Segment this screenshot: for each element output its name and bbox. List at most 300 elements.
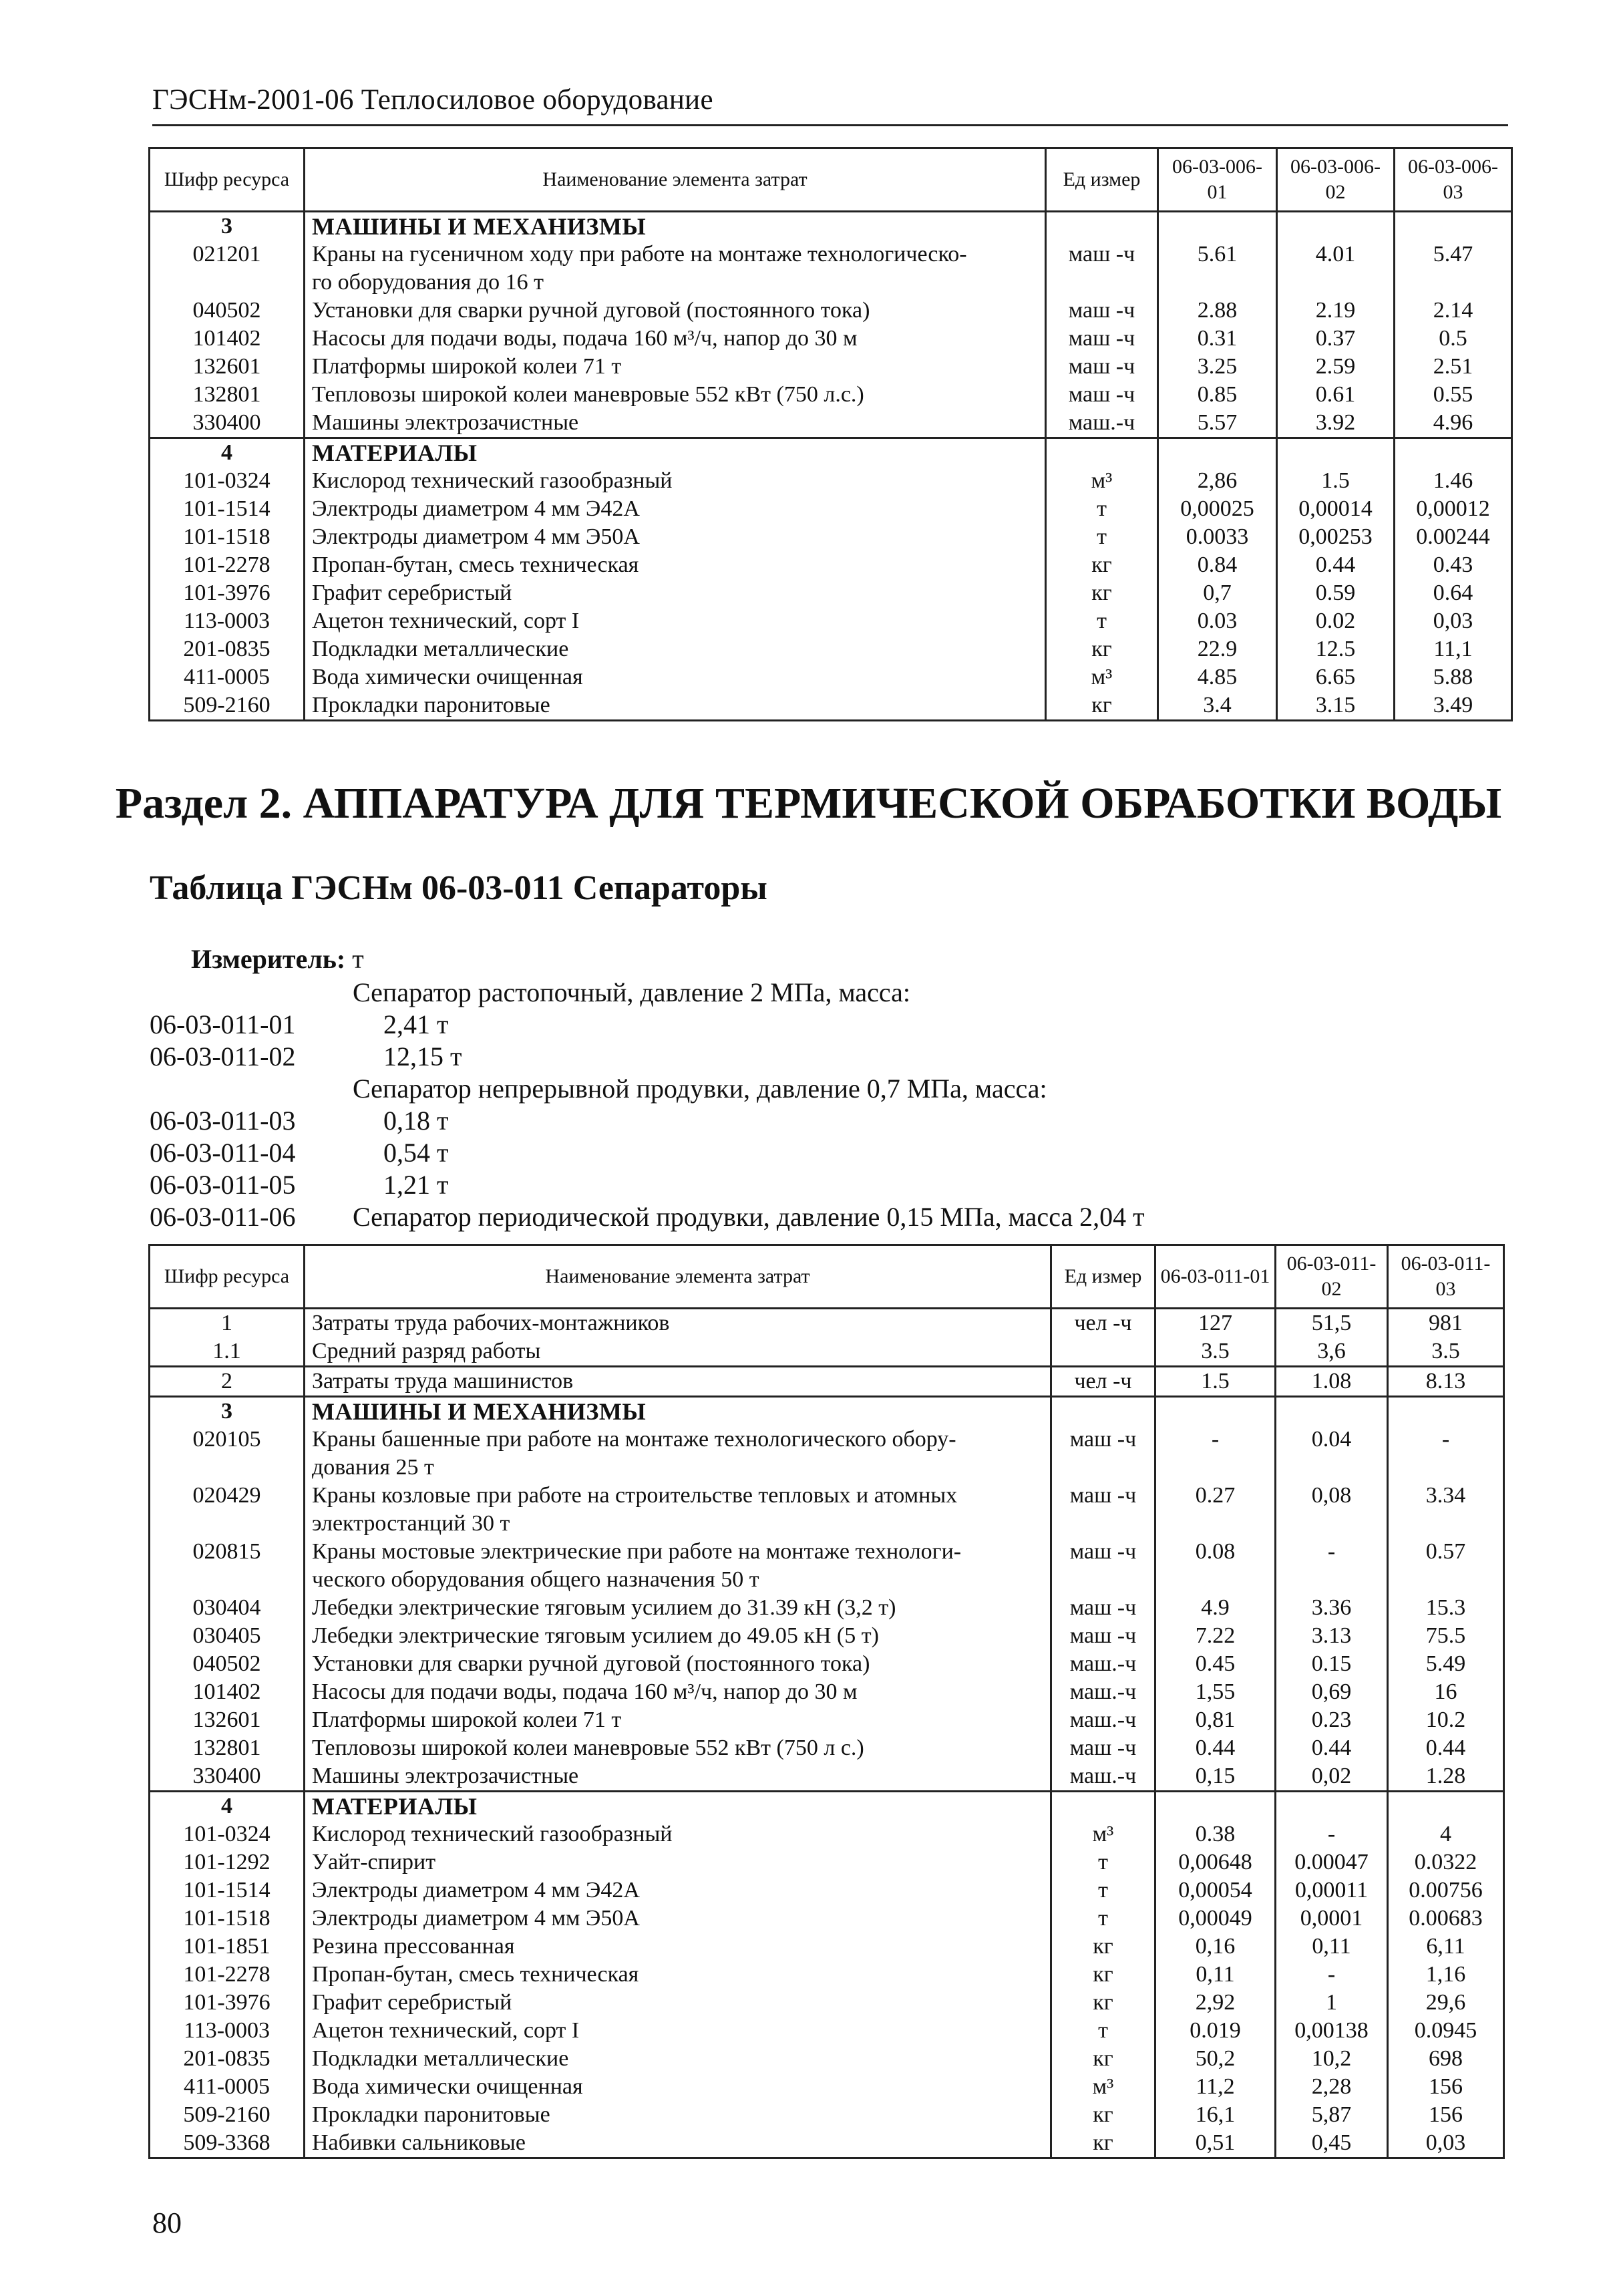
row-code-cell: 101-2278 (150, 551, 305, 579)
row-value-1-cell: 22.9 (1158, 635, 1277, 663)
row-name-cell: Электроды диаметром 4 мм Э50А (305, 523, 1046, 551)
row-value-2-cell (1277, 269, 1395, 297)
table-row (150, 1510, 1504, 1538)
row-unit-cell: маш.-ч (1051, 1762, 1155, 1792)
row-name-cell: Пропан-бутан, смесь техническая (305, 551, 1046, 579)
row-value-3-cell: 0.00683 (1388, 1905, 1504, 1933)
row-value-3-cell: 0.44 (1388, 1734, 1504, 1762)
row-code-cell: 021201 (150, 240, 305, 269)
row-value-3-cell: 5.49 (1388, 1650, 1504, 1678)
row-name-cell: Насосы для подачи воды, подача 160 м³/ч, напор до 30 м (305, 1678, 1051, 1706)
table-row (150, 523, 1512, 551)
row-value-2-cell: 0.23 (1276, 1706, 1388, 1734)
row-value-3-cell: 75.5 (1388, 1622, 1504, 1650)
row-unit-cell: т (1046, 495, 1158, 523)
row-value-3-cell: 0.0945 (1388, 2017, 1504, 2045)
row-value-1-cell: 1,55 (1155, 1678, 1276, 1706)
row-code-cell: 411-0005 (150, 2073, 305, 2101)
row-value-2-cell (1276, 1397, 1388, 1426)
table-row (150, 551, 1512, 579)
row-value-2-cell: 0.00047 (1276, 1848, 1388, 1876)
row-code-cell: 2 (150, 1367, 305, 1397)
table-row (150, 1876, 1504, 1905)
row-value-2-cell: 0,0001 (1276, 1905, 1388, 1933)
table-row (150, 691, 1512, 721)
row-value-1-cell: 127 (1155, 1309, 1276, 1338)
row-value-1-cell: 0.08 (1155, 1538, 1276, 1566)
row-value-3-cell: 4 (1388, 1820, 1504, 1848)
row-code-cell: 101-3976 (150, 1989, 305, 2017)
row-value-3-cell: 0.43 (1395, 551, 1512, 579)
row-value-3-cell: 0,00012 (1395, 495, 1512, 523)
row-value-2-cell: 12.5 (1277, 635, 1395, 663)
row-value-2-cell: - (1276, 1538, 1388, 1566)
row-name-cell: Лебедки электрические тяговым усилием до 49.05 кН (5 т) (305, 1622, 1051, 1650)
row-name-cell: ческого оборудования общего назначения 50 т (305, 1566, 1051, 1594)
row-value-1-cell: 3.25 (1158, 353, 1277, 381)
row-value-1-cell: 0.0033 (1158, 523, 1277, 551)
row-value-1-cell: 0.03 (1158, 607, 1277, 635)
row-value-2-cell (1276, 1792, 1388, 1821)
row-value-1-cell: 2,86 (1158, 467, 1277, 495)
row-code-cell: 040502 (150, 297, 305, 325)
row-code-cell: 3 (150, 212, 305, 241)
row-name-cell: Уайт-спирит (305, 1848, 1051, 1876)
row-value-1-cell: 2,92 (1155, 1989, 1276, 2017)
row-unit-cell: маш -ч (1046, 353, 1158, 381)
row-code-cell: 1.1 (150, 1337, 305, 1367)
row-code-cell: 101-1292 (150, 1848, 305, 1876)
row-value-3-cell: 0.00244 (1395, 523, 1512, 551)
row-code-cell: 201-0835 (150, 635, 305, 663)
row-value-2-cell: 0,00253 (1277, 523, 1395, 551)
row-value-2-cell: 0,08 (1276, 1482, 1388, 1510)
row-value-3-cell: 0.00756 (1388, 1876, 1504, 1905)
row-name-cell: МАШИНЫ И МЕХАНИЗМЫ (305, 1397, 1051, 1426)
row-unit-cell: маш -ч (1051, 1482, 1155, 1510)
table-row (150, 2017, 1504, 2045)
row-value-3-cell (1395, 212, 1512, 241)
row-name-cell: Тепловозы широкой колеи маневровые 552 кВт (750 л с.) (305, 1734, 1051, 1762)
table-header-row (150, 148, 1512, 212)
row-value-1-cell: 0,16 (1155, 1933, 1276, 1961)
row-value-3-cell: 0.0322 (1388, 1848, 1504, 1876)
row-value-3-cell (1388, 1566, 1504, 1594)
row-unit-cell: маш -ч (1046, 381, 1158, 409)
row-value-3-cell: 6,11 (1388, 1933, 1504, 1961)
norm-group-heading: Сепаратор непрерывной продувки, давление 0,7 МПа, масса: (353, 1074, 1047, 1104)
row-code-cell: 509-3368 (150, 2129, 305, 2158)
norm-mass: 0,54 т (383, 1138, 449, 1168)
column-header-unit: Ед измер (1051, 1245, 1155, 1309)
row-value-3-cell: 2.14 (1395, 297, 1512, 325)
page-number: 80 (152, 2206, 182, 2239)
norm-code: 06-03-011-01 (150, 1009, 296, 1039)
row-value-1-cell: 0.27 (1155, 1482, 1276, 1510)
row-value-1-cell (1155, 1510, 1276, 1538)
row-code-cell: 113-0003 (150, 2017, 305, 2045)
norm-mass: 1,21 т (383, 1170, 449, 1200)
row-value-1-cell: 0,00648 (1155, 1848, 1276, 1876)
row-value-1-cell (1155, 1792, 1276, 1821)
row-value-2-cell: 4.01 (1277, 240, 1395, 269)
row-value-3-cell: 1.46 (1395, 467, 1512, 495)
row-name-cell: Лебедки электрические тяговым усилием до 31.39 кН (3,2 т) (305, 1594, 1051, 1622)
row-value-3-cell: 5.47 (1395, 240, 1512, 269)
column-header-name: Наименование элемента затрат (305, 1245, 1051, 1309)
row-unit-cell (1051, 1566, 1155, 1594)
column-header-name: Наименование элемента затрат (305, 148, 1046, 212)
row-name-cell: электростанций 30 т (305, 1510, 1051, 1538)
row-code-cell: 1 (150, 1309, 305, 1338)
row-name-cell: Кислород технический газообразный (305, 1820, 1051, 1848)
table-row (150, 1538, 1504, 1566)
row-name-cell: Электроды диаметром 4 мм Э50А (305, 1905, 1051, 1933)
table-row (150, 1933, 1504, 1961)
row-value-1-cell: 50,2 (1155, 2045, 1276, 2073)
row-value-3-cell: 2.51 (1395, 353, 1512, 381)
row-unit-cell: маш -ч (1051, 1426, 1155, 1454)
norm-group-heading: Сепаратор растопочный, давление 2 МПа, масса: (353, 977, 910, 1007)
table-row (150, 1678, 1504, 1706)
row-name-cell: МАТЕРИАЛЫ (305, 438, 1046, 468)
row-value-1-cell: 0.45 (1155, 1650, 1276, 1678)
row-unit-cell: кг (1051, 2045, 1155, 2073)
table-row (150, 1706, 1504, 1734)
row-code-cell: 509-2160 (150, 2101, 305, 2129)
row-value-1-cell: 0.31 (1158, 325, 1277, 353)
row-value-2-cell: 0,11 (1276, 1933, 1388, 1961)
table-row (150, 1426, 1504, 1454)
row-value-2-cell: 0.37 (1277, 325, 1395, 353)
table-row (150, 1337, 1504, 1367)
column-header-code: Шифр ресурса (150, 148, 305, 212)
row-value-2-cell: 2,28 (1276, 2073, 1388, 2101)
row-value-2-cell: 0,00014 (1277, 495, 1395, 523)
row-value-1-cell: 0,00025 (1158, 495, 1277, 523)
column-header-norm-3: 06-03-011-03 (1388, 1245, 1504, 1309)
row-value-1-cell: 1.5 (1155, 1367, 1276, 1397)
table-row (150, 2045, 1504, 2073)
row-value-3-cell: 981 (1388, 1309, 1504, 1338)
row-unit-cell: м³ (1051, 1820, 1155, 1848)
row-name-cell: Установки для сварки ручной дуговой (постоянного тока) (305, 1650, 1051, 1678)
row-unit-cell: кг (1046, 551, 1158, 579)
column-header-norm-3: 06-03-006-03 (1395, 148, 1512, 212)
row-value-2-cell: 5,87 (1276, 2101, 1388, 2129)
row-value-2-cell: 3.92 (1277, 409, 1395, 438)
row-unit-cell: маш -ч (1046, 297, 1158, 325)
column-header-norm-1: 06-03-006-01 (1158, 148, 1277, 212)
row-value-3-cell (1388, 1510, 1504, 1538)
row-name-cell: Платформы широкой колеи 71 т (305, 353, 1046, 381)
row-unit-cell: маш -ч (1046, 325, 1158, 353)
row-value-3-cell (1388, 1454, 1504, 1482)
row-name-cell: Средний разряд работы (305, 1337, 1051, 1367)
row-name-cell: Краны козловые при работе на строительстве тепловых и атомных (305, 1482, 1051, 1510)
row-code-cell: 132601 (150, 1706, 305, 1734)
row-code-cell: 040502 (150, 1650, 305, 1678)
row-unit-cell: кг (1051, 2129, 1155, 2158)
row-code-cell: 101-3976 (150, 579, 305, 607)
row-value-3-cell: 3.5 (1388, 1337, 1504, 1367)
row-name-cell: Графит серебристый (305, 1989, 1051, 2017)
row-value-1-cell (1158, 212, 1277, 241)
row-unit-cell: кг (1046, 579, 1158, 607)
row-value-2-cell: 0.44 (1276, 1734, 1388, 1762)
row-value-1-cell: 2.88 (1158, 297, 1277, 325)
table-row (150, 1650, 1504, 1678)
column-header-unit: Ед измер (1046, 148, 1158, 212)
row-unit-cell: т (1046, 523, 1158, 551)
table-row (150, 635, 1512, 663)
row-name-cell: Насосы для подачи воды, подача 160 м³/ч, напор до 30 м (305, 325, 1046, 353)
table-row (150, 409, 1512, 438)
table-title: Таблица ГЭСНм 06-03-011 Сепараторы (150, 869, 767, 907)
table-row (150, 495, 1512, 523)
row-unit-cell: м³ (1046, 663, 1158, 691)
row-code-cell (150, 1454, 305, 1482)
row-unit-cell: маш.-ч (1051, 1678, 1155, 1706)
row-unit-cell: маш -ч (1051, 1622, 1155, 1650)
column-header-norm-2: 06-03-006-02 (1277, 148, 1395, 212)
row-value-1-cell (1158, 438, 1277, 468)
row-value-3-cell: 3.49 (1395, 691, 1512, 721)
row-value-3-cell (1395, 438, 1512, 468)
row-value-2-cell: 0,69 (1276, 1678, 1388, 1706)
row-value-1-cell: 0,00054 (1155, 1876, 1276, 1905)
row-value-2-cell: 3.36 (1276, 1594, 1388, 1622)
table-row (150, 2073, 1504, 2101)
row-unit-cell (1051, 1510, 1155, 1538)
row-value-2-cell: 0.59 (1277, 579, 1395, 607)
row-value-3-cell: 29,6 (1388, 1989, 1504, 2017)
row-value-3-cell: 16 (1388, 1678, 1504, 1706)
row-value-3-cell (1395, 269, 1512, 297)
row-unit-cell: т (1046, 607, 1158, 635)
row-unit-cell: маш -ч (1051, 1538, 1155, 1566)
table-row (150, 1594, 1504, 1622)
row-code-cell: 101-0324 (150, 467, 305, 495)
row-name-cell: МАШИНЫ И МЕХАНИЗМЫ (305, 212, 1046, 241)
row-name-cell: Краны башенные при работе на монтаже технологического обору- (305, 1426, 1051, 1454)
resource-table-06-03-006 (148, 147, 1513, 721)
row-name-cell: Кислород технический газообразный (305, 467, 1046, 495)
table-row (150, 1961, 1504, 1989)
row-name-cell: Машины электрозачистные (305, 409, 1046, 438)
resource-table-06-03-011 (148, 1244, 1505, 2159)
meter-label: Измеритель: (191, 944, 346, 974)
row-value-1-cell: 5.57 (1158, 409, 1277, 438)
row-code-cell: 020429 (150, 1482, 305, 1510)
row-value-3-cell: 10.2 (1388, 1706, 1504, 1734)
row-value-1-cell (1155, 1397, 1276, 1426)
row-unit-cell: т (1051, 1848, 1155, 1876)
table-row (150, 607, 1512, 635)
row-unit-cell (1046, 269, 1158, 297)
running-head: ГЭСНм-2001-06 Теплосиловое оборудование (152, 84, 713, 116)
row-name-cell: Подкладки металлические (305, 635, 1046, 663)
row-name-cell: Затраты труда машинистов (305, 1367, 1051, 1397)
row-unit-cell (1051, 1397, 1155, 1426)
column-header-norm-2: 06-03-011-02 (1276, 1245, 1388, 1309)
row-name-cell: Резина прессованная (305, 1933, 1051, 1961)
row-value-2-cell (1277, 438, 1395, 468)
table-row (150, 297, 1512, 325)
row-code-cell: 4 (150, 1792, 305, 1821)
row-name-cell: Вода химически очищенная (305, 663, 1046, 691)
row-value-3-cell: 4.96 (1395, 409, 1512, 438)
row-name-cell: Прокладки паронитовые (305, 2101, 1051, 2129)
row-unit-cell: м³ (1046, 467, 1158, 495)
table-row (150, 1762, 1504, 1792)
row-unit-cell: чел -ч (1051, 1309, 1155, 1338)
row-value-2-cell (1276, 1454, 1388, 1482)
row-value-2-cell: 10,2 (1276, 2045, 1388, 2073)
table-row (150, 1905, 1504, 1933)
row-value-2-cell: 0,00011 (1276, 1876, 1388, 1905)
row-value-2-cell: 0.04 (1276, 1426, 1388, 1454)
row-unit-cell (1046, 438, 1158, 468)
row-value-3-cell: 0.64 (1395, 579, 1512, 607)
row-name-cell: Затраты труда рабочих-монтажников (305, 1309, 1051, 1338)
row-value-2-cell (1276, 1566, 1388, 1594)
row-value-2-cell (1277, 212, 1395, 241)
row-value-2-cell: 3.15 (1277, 691, 1395, 721)
row-value-2-cell: 51,5 (1276, 1309, 1388, 1338)
table-row (150, 353, 1512, 381)
row-unit-cell: кг (1051, 2101, 1155, 2129)
row-value-3-cell (1388, 1792, 1504, 1821)
row-unit-cell: т (1051, 1876, 1155, 1905)
row-value-3-cell: 15.3 (1388, 1594, 1504, 1622)
row-value-2-cell: 1 (1276, 1989, 1388, 2017)
row-value-1-cell: 0,7 (1158, 579, 1277, 607)
row-value-3-cell: 0,03 (1395, 607, 1512, 635)
row-value-3-cell: 156 (1388, 2073, 1504, 2101)
norm-code: 06-03-011-05 (150, 1170, 296, 1200)
norm-mass: 2,41 т (383, 1009, 449, 1039)
row-value-3-cell: 1.28 (1388, 1762, 1504, 1792)
row-value-1-cell: 0.44 (1155, 1734, 1276, 1762)
row-name-cell: МАТЕРИАЛЫ (305, 1792, 1051, 1821)
row-value-2-cell: - (1276, 1820, 1388, 1848)
table-header-row (150, 1245, 1504, 1309)
row-value-2-cell: 6.65 (1277, 663, 1395, 691)
row-code-cell: 030405 (150, 1622, 305, 1650)
row-name-cell: Тепловозы широкой колеи маневровые 552 кВт (750 л.с.) (305, 381, 1046, 409)
row-value-1-cell: 11,2 (1155, 2073, 1276, 2101)
row-value-1-cell: 7.22 (1155, 1622, 1276, 1650)
section-row (150, 1792, 1504, 1821)
row-code-cell: 101-1851 (150, 1933, 305, 1961)
row-unit-cell: кг (1046, 635, 1158, 663)
row-value-1-cell (1158, 269, 1277, 297)
row-value-3-cell: 156 (1388, 2101, 1504, 2129)
row-value-1-cell: 4.85 (1158, 663, 1277, 691)
row-name-cell: Графит серебристый (305, 579, 1046, 607)
table-row (150, 269, 1512, 297)
row-unit-cell (1051, 1454, 1155, 1482)
row-value-2-cell: 0.15 (1276, 1650, 1388, 1678)
row-unit-cell: т (1051, 2017, 1155, 2045)
table-row (150, 663, 1512, 691)
row-value-2-cell: 0,45 (1276, 2129, 1388, 2158)
row-unit-cell (1046, 212, 1158, 241)
row-code-cell: 201-0835 (150, 2045, 305, 2073)
row-value-1-cell: 0,51 (1155, 2129, 1276, 2158)
row-value-1-cell: 0,15 (1155, 1762, 1276, 1792)
row-code-cell: 101-1514 (150, 1876, 305, 1905)
section-row (150, 438, 1512, 468)
row-value-2-cell: 0,00138 (1276, 2017, 1388, 2045)
row-code-cell: 101-0324 (150, 1820, 305, 1848)
table-row (150, 1566, 1504, 1594)
row-code-cell (150, 269, 305, 297)
row-value-3-cell: 698 (1388, 2045, 1504, 2073)
row-code-cell: 509-2160 (150, 691, 305, 721)
row-value-1-cell: 3.4 (1158, 691, 1277, 721)
row-value-2-cell: - (1276, 1961, 1388, 1989)
table-row (150, 1820, 1504, 1848)
row-value-2-cell: 3,6 (1276, 1337, 1388, 1367)
norm-code: 06-03-011-06 (150, 1202, 296, 1232)
table-row (150, 1367, 1504, 1397)
row-value-1-cell: 4.9 (1155, 1594, 1276, 1622)
row-unit-cell: маш -ч (1051, 1734, 1155, 1762)
column-header-norm-1: 06-03-011-01 (1155, 1245, 1276, 1309)
row-value-3-cell (1388, 1397, 1504, 1426)
table-row (150, 1848, 1504, 1876)
norm-code: 06-03-011-02 (150, 1041, 296, 1072)
row-value-3-cell: 11,1 (1395, 635, 1512, 663)
row-code-cell: 101-2278 (150, 1961, 305, 1989)
table-row (150, 1309, 1504, 1338)
row-value-3-cell: 0.5 (1395, 325, 1512, 353)
row-code-cell: 132801 (150, 1734, 305, 1762)
row-code-cell: 101-1518 (150, 1905, 305, 1933)
row-name-cell: Пропан-бутан, смесь техническая (305, 1961, 1051, 1989)
row-code-cell (150, 1510, 305, 1538)
row-code-cell: 132801 (150, 381, 305, 409)
row-name-cell: Краны на гусеничном ходу при работе на монтаже технологическо- (305, 240, 1046, 269)
row-unit-cell: маш -ч (1051, 1594, 1155, 1622)
row-value-3-cell: 0,03 (1388, 2129, 1504, 2158)
row-name-cell: го оборудования до 16 т (305, 269, 1046, 297)
norm-code: 06-03-011-03 (150, 1106, 296, 1136)
row-unit-cell: кг (1051, 1989, 1155, 2017)
row-value-2-cell: 0.44 (1277, 551, 1395, 579)
row-value-1-cell: 0.38 (1155, 1820, 1276, 1848)
row-value-1-cell: 0,11 (1155, 1961, 1276, 1989)
table-row (150, 1454, 1504, 1482)
table-row (150, 2129, 1504, 2158)
row-value-1-cell: 0,81 (1155, 1706, 1276, 1734)
row-value-1-cell: 0.85 (1158, 381, 1277, 409)
header-rule (152, 124, 1508, 126)
table-row (150, 325, 1512, 353)
table-row (150, 1734, 1504, 1762)
row-name-cell: Машины электрозачистные (305, 1762, 1051, 1792)
row-unit-cell: маш.-ч (1046, 409, 1158, 438)
row-code-cell: 101402 (150, 1678, 305, 1706)
row-name-cell: дования 25 т (305, 1454, 1051, 1482)
row-name-cell: Ацетон технический, сорт I (305, 607, 1046, 635)
section-title: Раздел 2. АППАРАТУРА ДЛЯ ТЕРМИЧЕСКОЙ ОБРАБОТКИ ВОДЫ (115, 779, 1502, 828)
row-unit-cell: чел -ч (1051, 1367, 1155, 1397)
row-name-cell: Набивки сальниковые (305, 2129, 1051, 2158)
row-value-2-cell (1276, 1510, 1388, 1538)
